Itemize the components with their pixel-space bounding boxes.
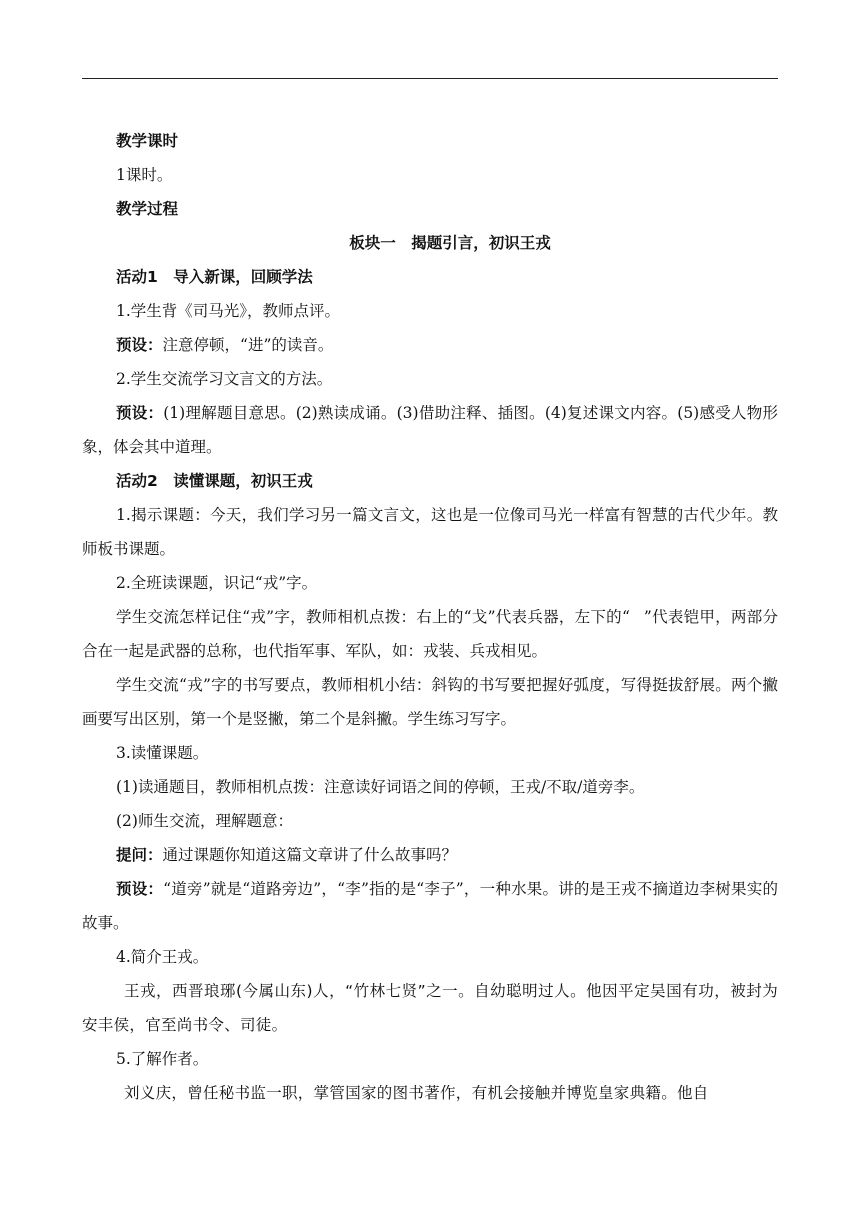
activity1-preset1 [82,328,778,362]
preset-text: 注意停顿，“进”的读音。 [162,336,334,354]
question-label: 提问： [116,846,163,864]
preset-label: 预设： [116,880,164,898]
header-rule [82,78,778,79]
author-intro: 刘义庆，曾任秘书监一职，掌管国家的图书著作，有机会接触并博览皇家典籍。他自 [124,1084,709,1102]
activity2-title: 活动2 读懂课题，初识王戎 [116,472,313,490]
activity2-item1: 1.揭示课题：今天，我们学习另一篇文言文，这也是一位像司马光一样富有智慧的古代少年。教师板书课题。 [82,506,778,558]
preset-text: “道旁”就是“道路旁边”，“李”指的是“李子”，一种水果。讲的是王戎不摘道边李树果实的故事。 [82,880,778,932]
activity2-item3: 3.读懂课题。 [116,744,209,762]
preset-label: 预设： [116,404,164,422]
activity2-item5: 5.了解作者。 [116,1050,209,1068]
activity2-para2: 学生交流“戎”字的书写要点，教师相机小结：斜钩的书写要把握好弧度，写得挺拔舒展。两个撇画要写出区别，第一个是竖撇，第二个是斜撇。学生练习写字。 [82,676,778,728]
lesson-plan-body [82,124,778,1110]
activity2-sub2: (2)师生交流，理解题意： [116,812,293,830]
preset-text: (1)理解题目意思。(2)熟读成诵。(3)借助注释、插图。(4)复述课文内容。(5)感受人物形象，体会其中道理。 [82,404,778,456]
preset-label: 预设： [116,336,163,354]
activity2-question [82,838,778,872]
activity2-preset [82,872,778,940]
activity2-item4: 4.简介王戎。 [116,948,209,966]
section-heading-process: 教学过程 [116,200,179,218]
question-text: 通过课题你知道这篇文章讲了什么故事吗？ [162,846,458,864]
activity2-sub1: (1)读通题目，教师相机点拨：注意读好词语之间的停顿，王戎/不取/道旁李。 [116,778,645,796]
hours-text: 1课时。 [116,166,173,184]
wangrong-intro: 王戎，西晋琅琊(今属山东)人，“竹林七贤”之一。自幼聪明过人。他因平定吴国有功，被封为安丰侯，官至尚书令、司徒。 [82,982,778,1034]
activity1-item2: 2.学生交流学习文言文的方法。 [116,370,333,388]
activity1-item1: 1.学生背《司马光》，教师点评。 [116,302,341,320]
para1-part-a: 学生交流怎样记住“戎”字，教师相机点拨：右上的“戈”代表兵器，左下的“ [116,608,630,626]
para1-part-b: ”代表铠甲，两部分合在一起是武器的总称，也代指军事、军队，如：戎装、兵戎相见。 [82,608,778,660]
activity2-item2: 2.全班读课题，识记“戎”字。 [116,574,318,592]
activity1-preset2 [82,396,778,464]
section-heading-hours: 教学课时 [116,132,179,150]
block-title: 板块一 揭题引言，初识王戎 [349,234,551,252]
activity2-para1 [82,600,778,668]
activity1-title: 活动1 导入新课，回顾学法 [116,268,313,286]
